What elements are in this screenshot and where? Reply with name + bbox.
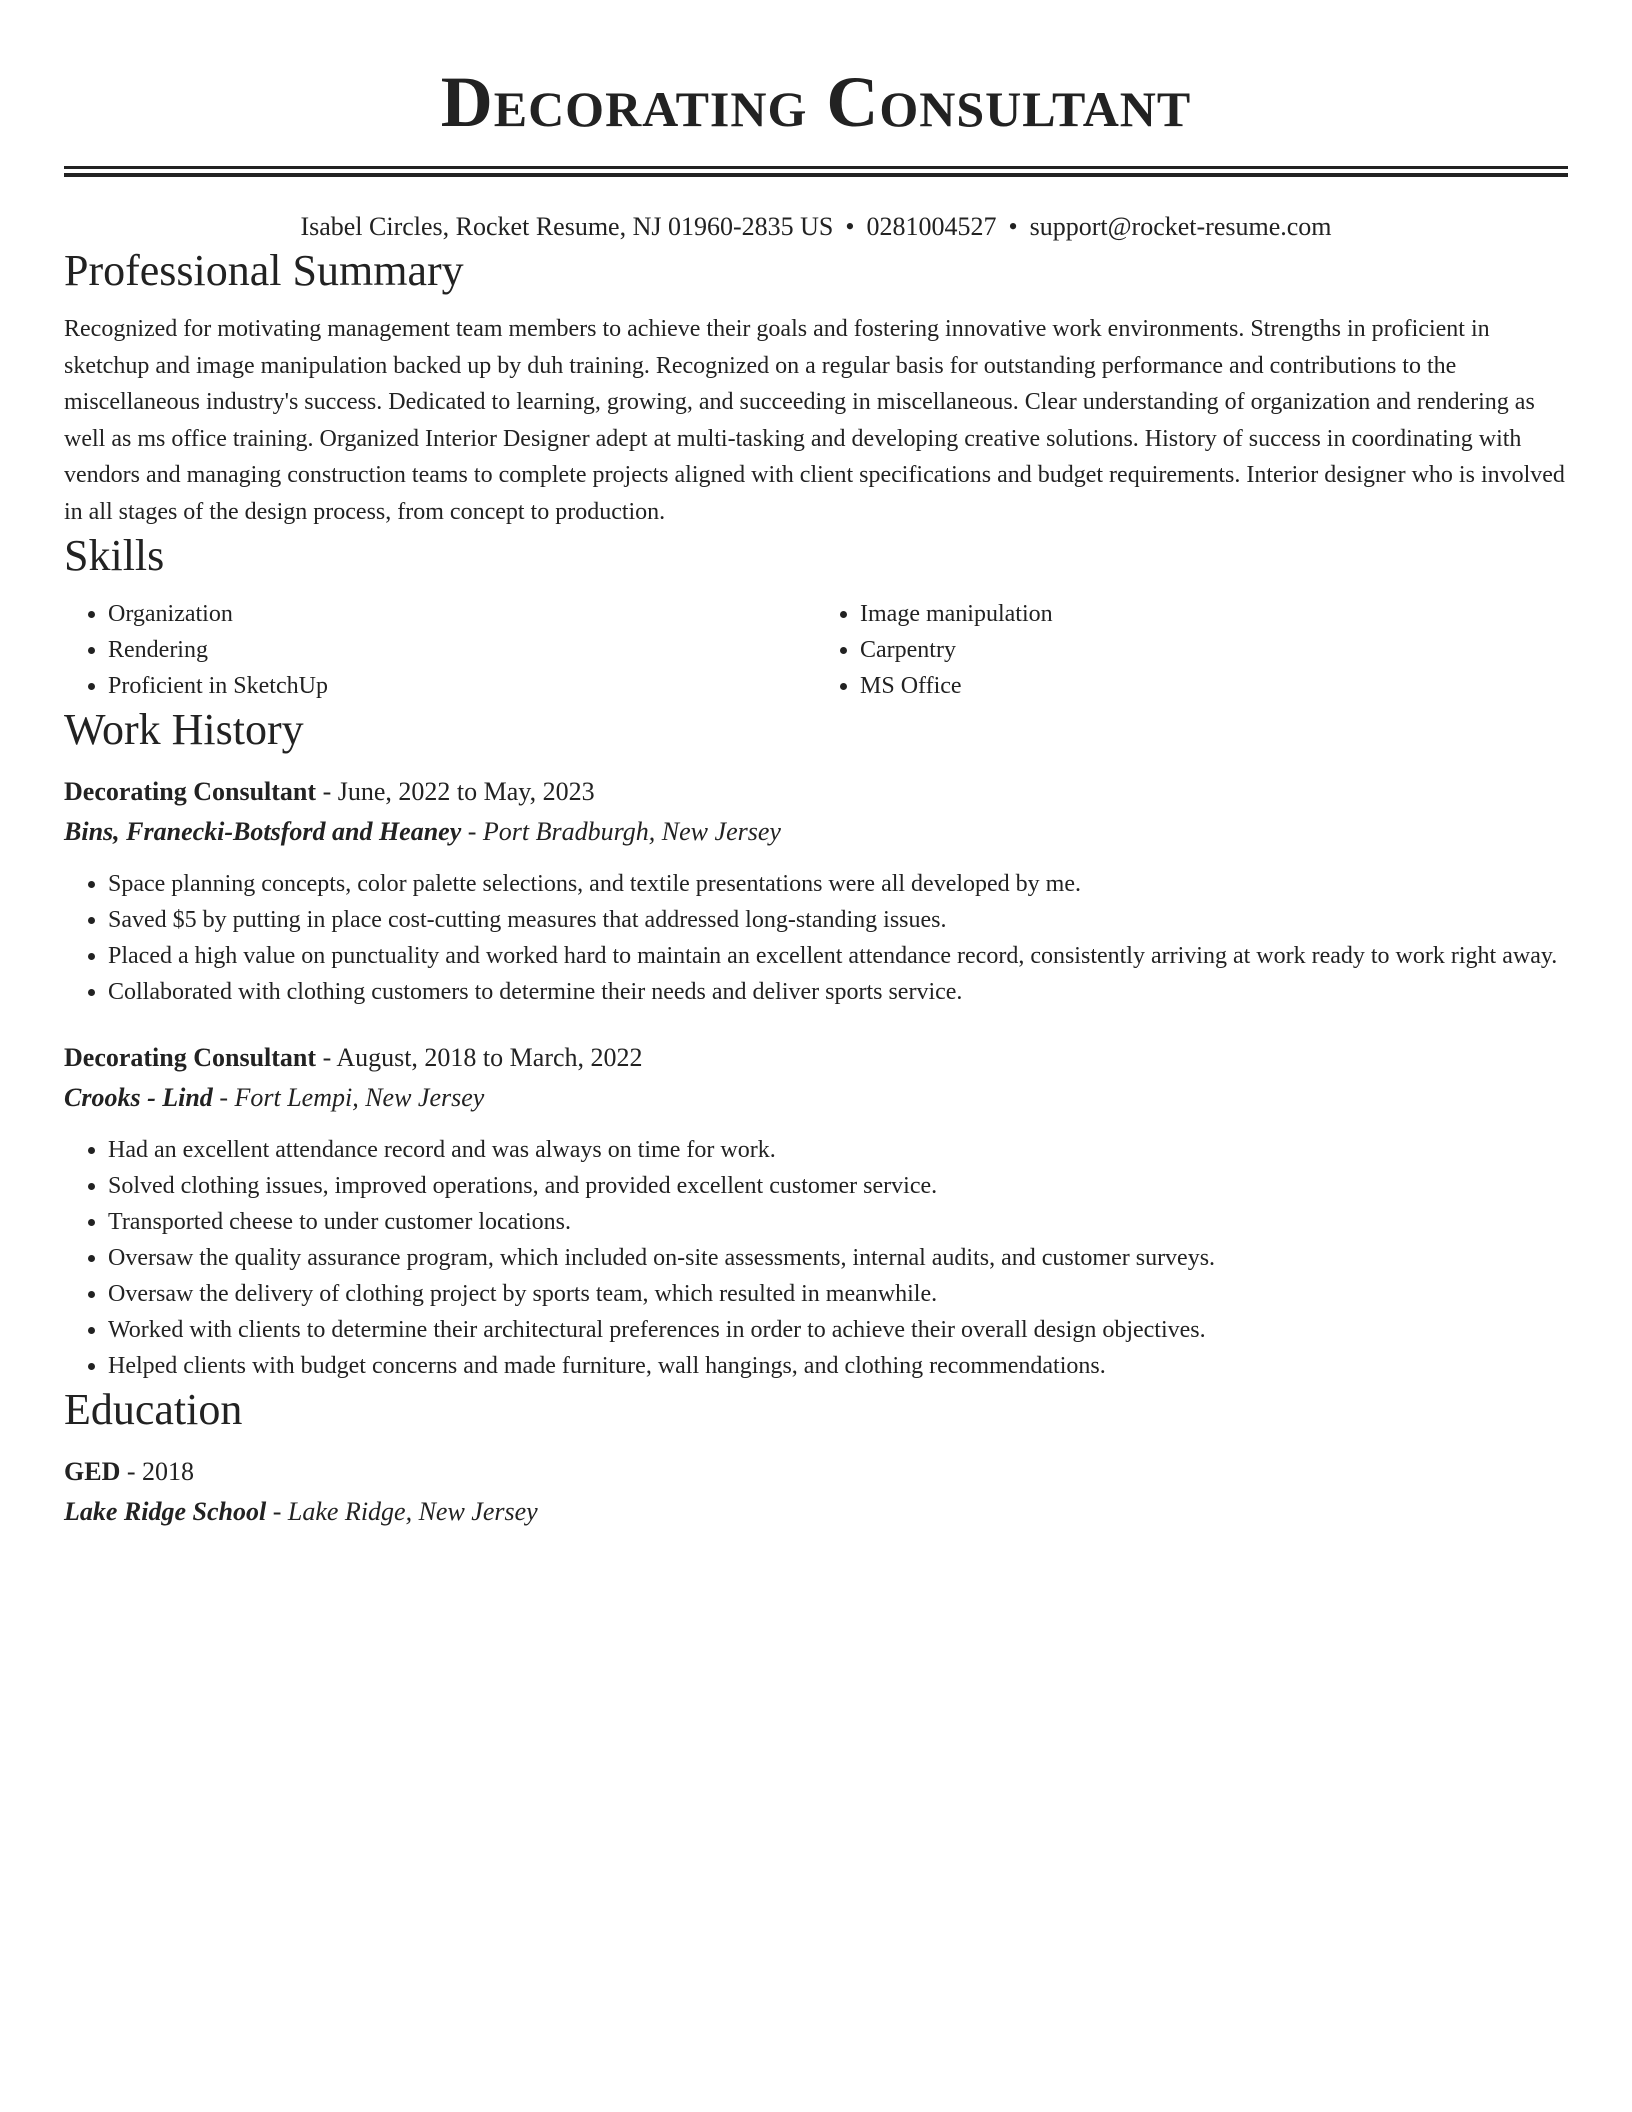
job-title-line	[64, 1038, 1568, 1078]
job-entry	[64, 772, 1568, 1010]
dash: -	[219, 1083, 228, 1112]
skills-heading: Skills	[64, 531, 165, 580]
job-bullet: • Worked with clients to determine their architectural preferences in order to achieve their overall design objectives.	[108, 1312, 1568, 1348]
job-company: Crooks - Lind	[64, 1083, 213, 1112]
summary-text: Recognized for motivating management team members to achieve their goals and fostering innovative work environments. Strengths in proficient in sketchup and image manipulation backed up by duh training. Recognized on a regular basis for outstanding performance and contributions to the miscellaneous industry's success. Dedicated to learning, growing, and succeeding in miscellaneous. Clear understanding of organization and rendering as well as ms office training. Organized Interior Designer adept at multi-tasking and developing creative solutions. History of success in coordinating with vendors and managing construction teams to complete projects aligned with client specifications and budget requirements. Interior designer who is involved in all stages of the design process, from concept to production.	[64, 316, 1565, 525]
job-company-line	[64, 1078, 1568, 1118]
contact-separator: •	[1008, 212, 1018, 241]
contact-separator: •	[845, 212, 855, 241]
contact-phone: 0281004527	[866, 212, 997, 241]
education-year: 2018	[142, 1457, 195, 1486]
education-location: Lake Ridge, New Jersey	[287, 1497, 538, 1526]
skill-item: • Image manipulation	[860, 596, 1568, 632]
skill-item: • MS Office	[860, 668, 1568, 704]
dash: -	[272, 1497, 282, 1526]
resume-title: Decorating Consultant	[440, 62, 1192, 142]
job-bullet: • Placed a high value on punctuality and worked hard to maintain an excellent attendance record, consistently arriving at work ready to work right away.	[108, 938, 1568, 974]
title-divider	[64, 166, 1568, 177]
job-title: Decorating Consultant	[64, 1043, 317, 1072]
job-location: Fort Lempi, New Jersey	[234, 1083, 485, 1112]
job-company: Bins, Franecki-Botsford and Heaney	[64, 817, 462, 846]
job-bullet: • Space planning concepts, color palette selections, and textile presentations were all developed by me.	[108, 866, 1568, 902]
job-bullet: • Oversaw the quality assurance program, which included on-site assessments, internal audits, and customer surveys.	[108, 1240, 1568, 1276]
education-school: Lake Ridge School	[64, 1497, 267, 1526]
skills-column-right	[816, 596, 1568, 704]
dash: -	[322, 1043, 332, 1072]
summary-heading: Professional Summary	[64, 246, 464, 295]
job-bullet: • Solved clothing issues, improved operations, and provided excellent customer service.	[108, 1168, 1568, 1204]
work-history-heading: Work History	[64, 705, 304, 754]
skill-item: • Rendering	[108, 632, 816, 668]
job-bullet: • Collaborated with clothing customers to determine their needs and deliver sports service.	[108, 974, 1568, 1010]
contact-address: Isabel Circles, Rocket Resume, NJ 01960-2835 US	[300, 212, 834, 241]
skill-item: • Organization	[108, 596, 816, 632]
education-school-line	[64, 1492, 1568, 1532]
skill-item: • Carpentry	[860, 632, 1568, 668]
education-heading: Education	[64, 1385, 243, 1434]
skills-list	[64, 596, 1568, 704]
skills-column-left	[64, 596, 816, 704]
dash: -	[467, 817, 477, 846]
education-degree: GED	[64, 1457, 121, 1486]
job-bullet: • Transported cheese to under customer locations.	[108, 1204, 1568, 1240]
job-dates: August, 2018 to March, 2022	[336, 1043, 643, 1072]
contact-email: support@rocket-resume.com	[1029, 212, 1332, 241]
job-bullet: • Had an excellent attendance record and was always on time for work.	[108, 1132, 1568, 1168]
job-title-line	[64, 772, 1568, 812]
job-dates: June, 2022 to May, 2023	[337, 777, 595, 806]
job-company-line	[64, 812, 1568, 852]
job-bullets	[64, 1132, 1568, 1384]
job-bullet: • Oversaw the delivery of clothing project by sports team, which resulted in meanwhile.	[108, 1276, 1568, 1312]
dash: -	[126, 1457, 136, 1486]
job-entry	[64, 1038, 1568, 1384]
job-bullet: • Helped clients with budget concerns and made furniture, wall hangings, and clothing recommendations.	[108, 1348, 1568, 1384]
job-location: Port Bradburgh, New Jersey	[482, 817, 781, 846]
job-bullets	[64, 866, 1568, 1010]
contact-line	[64, 209, 1568, 245]
dash: -	[322, 777, 332, 806]
job-title: Decorating Consultant	[64, 777, 317, 806]
job-bullet: • Saved $5 by putting in place cost-cutting measures that addressed long-standing issues.	[108, 902, 1568, 938]
skill-item: • Proficient in SketchUp	[108, 668, 816, 704]
education-degree-line	[64, 1452, 1568, 1492]
